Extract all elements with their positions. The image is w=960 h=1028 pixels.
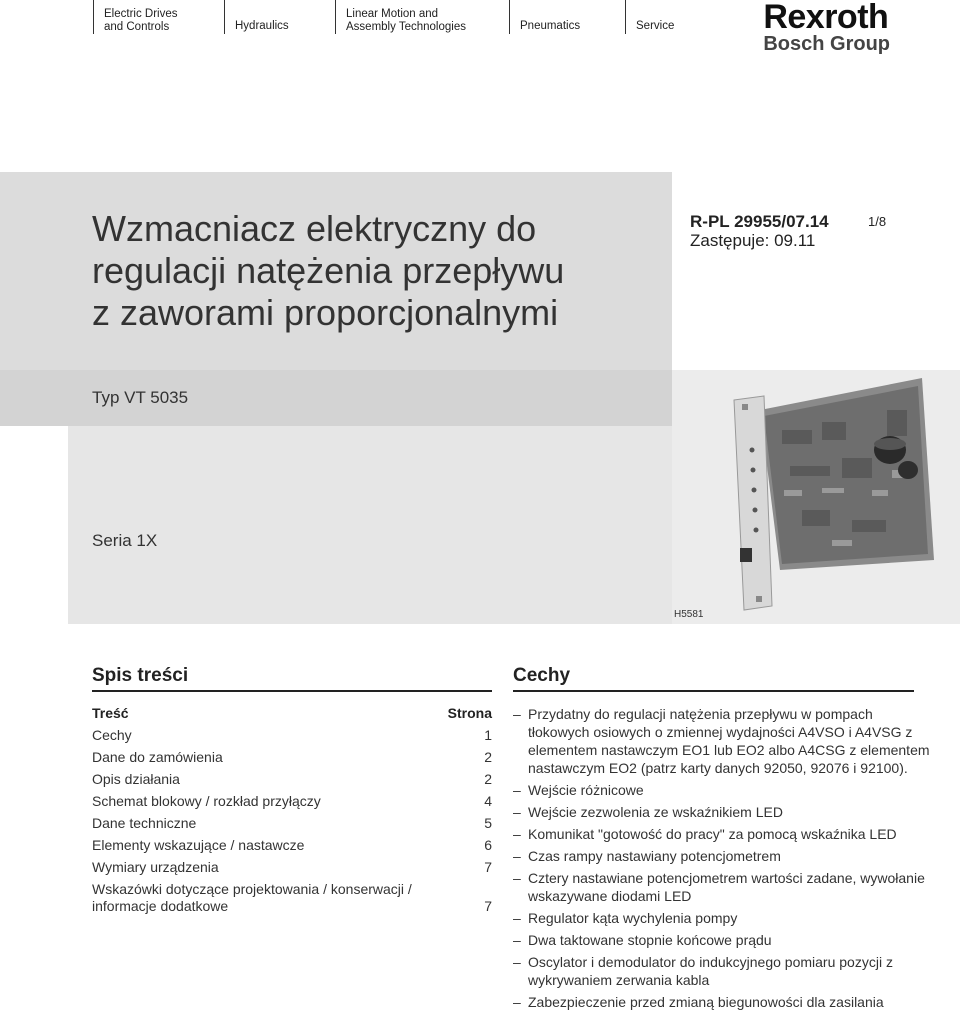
- page-number: 1/8: [868, 214, 887, 229]
- toc-row-label: Cechy: [92, 727, 132, 743]
- logo-sub-text: Bosch Group: [763, 33, 890, 55]
- title-line: Wzmacniacz elektryczny do: [92, 208, 537, 249]
- circuit-board-illustration: [672, 370, 960, 624]
- dash-bullet: –: [513, 932, 521, 948]
- feature-item: [513, 825, 933, 843]
- feature-text: Wejście zezwolenia ze wskaźnikiem LED: [528, 804, 783, 820]
- feature-text: Komunikat "gotowość do pracy" za pomocą wskaźnika LED: [528, 826, 897, 842]
- toc-col-page: Strona: [447, 705, 492, 721]
- title-line: regulacji natężenia przepływu: [92, 250, 565, 291]
- nav-label: Linear Motion and: [346, 8, 439, 20]
- toc-row-page: 2: [484, 771, 492, 787]
- toc-row[interactable]: [92, 859, 492, 876]
- feature-item: [513, 847, 933, 865]
- dash-bullet: –: [513, 910, 521, 926]
- toc-row[interactable]: [92, 771, 492, 788]
- toc-row-page: 4: [484, 793, 492, 809]
- series-band: [68, 426, 672, 624]
- toc-col-content: Treść: [92, 705, 129, 721]
- nav-item-pneumatics[interactable]: [509, 0, 580, 34]
- features-rule: [513, 690, 914, 692]
- series-label: Seria 1X: [92, 531, 158, 550]
- image-code: H5581: [674, 609, 704, 620]
- toc-row[interactable]: [92, 727, 492, 744]
- feature-item: [513, 869, 933, 905]
- toc-rule: [92, 690, 492, 692]
- toc-title: Spis treści: [92, 665, 189, 686]
- title-line: z zaworami proporcjonalnymi: [92, 292, 559, 333]
- nav-label: Pneumatics: [520, 20, 581, 32]
- top-navigation: [0, 0, 720, 40]
- nav-item-linear-motion[interactable]: [335, 0, 466, 34]
- dash-bullet: –: [513, 804, 521, 820]
- feature-text: Cztery nastawiane potencjometrem wartości zadane, wywołanie wskazywane diodami LED: [528, 870, 925, 904]
- toc-row-page: 1: [484, 727, 492, 743]
- toc-row[interactable]: [92, 793, 492, 810]
- toc-list: [92, 727, 492, 920]
- toc-row[interactable]: [92, 837, 492, 854]
- rexroth-logo: [763, 0, 890, 54]
- type-label: Typ VT 5035: [92, 388, 189, 407]
- document-number: R-PL 29955/07.14: [690, 212, 829, 231]
- nav-item-electric-drives[interactable]: [93, 0, 177, 34]
- feature-text: Oscylator i demodulator do indukcyjnego pomiaru pozycji z wykrywaniem zerwania kabla: [528, 954, 893, 988]
- toc-row[interactable]: [92, 749, 492, 766]
- feature-item: [513, 705, 933, 777]
- feature-text: Regulator kąta wychylenia pompy: [528, 910, 738, 926]
- toc-header: [92, 705, 492, 721]
- dash-bullet: –: [513, 848, 521, 864]
- toc-row-page: 7: [484, 898, 492, 914]
- nav-label: Service: [636, 20, 675, 32]
- toc-row-page: 6: [484, 837, 492, 853]
- nav-item-service[interactable]: [625, 0, 674, 34]
- feature-text: Czas rampy nastawiany potencjometrem: [528, 848, 781, 864]
- dash-bullet: –: [513, 782, 521, 798]
- toc-row[interactable]: [92, 881, 492, 915]
- dash-bullet: –: [513, 994, 521, 1010]
- toc-row-label: Dane techniczne: [92, 815, 197, 831]
- dash-bullet: –: [513, 870, 521, 886]
- toc-row-label: Wymiary urządzenia: [92, 859, 219, 875]
- toc-row-label: Opis działania: [92, 771, 180, 787]
- toc-row[interactable]: [92, 815, 492, 832]
- nav-label: Electric Drives: [104, 8, 178, 20]
- toc-row-page: 5: [484, 815, 492, 831]
- nav-item-hydraulics[interactable]: [224, 0, 289, 34]
- dash-bullet: –: [513, 826, 521, 842]
- feature-item: [513, 781, 933, 799]
- toc-row-label: Dane do zamówienia: [92, 749, 223, 765]
- toc-row-label: Elementy wskazujące / nastawcze: [92, 837, 305, 853]
- replaces-note: Zastępuje: 09.11: [690, 231, 816, 250]
- feature-text: Zabezpieczenie przed zmianą biegunowości dla zasilania: [528, 994, 884, 1010]
- dash-bullet: –: [513, 954, 521, 970]
- feature-item: [513, 909, 933, 927]
- feature-item: [513, 993, 933, 1011]
- dash-bullet: –: [513, 706, 521, 722]
- feature-text: Przydatny do regulacji natężenia przepływu w pompach tłokowych osiowych o zmiennej wydajności A4VSO i A4VSG z elementem nastawczym EO1 lub EO2 albo A4CSG z elementem nastawczym EO2 (patrz karty danych 92050, 92076 i 92100).: [528, 706, 930, 776]
- features-list: [513, 705, 933, 1015]
- nav-label: and Controls: [104, 21, 170, 33]
- feature-item: [513, 953, 933, 989]
- toc-row-page: 2: [484, 749, 492, 765]
- feature-item: [513, 803, 933, 821]
- toc-row-label: Schemat blokowy / rozkład przyłączy: [92, 793, 321, 809]
- feature-text: Wejście różnicowe: [528, 782, 644, 798]
- features-title: Cechy: [513, 665, 571, 686]
- document-title: [92, 208, 564, 334]
- product-photo: [672, 370, 960, 624]
- logo-main-text: Rexroth: [763, 0, 889, 36]
- feature-item: [513, 931, 933, 949]
- feature-text: Dwa taktowane stopnie końcowe prądu: [528, 932, 772, 948]
- nav-label: Hydraulics: [235, 20, 289, 32]
- toc-row-page: 7: [484, 859, 492, 875]
- toc-row-label: Wskazówki dotyczące projektowania / konserwacji / informacje dodatkowe: [92, 881, 412, 914]
- document-info-band: [672, 172, 960, 370]
- nav-label: Assembly Technologies: [346, 21, 466, 33]
